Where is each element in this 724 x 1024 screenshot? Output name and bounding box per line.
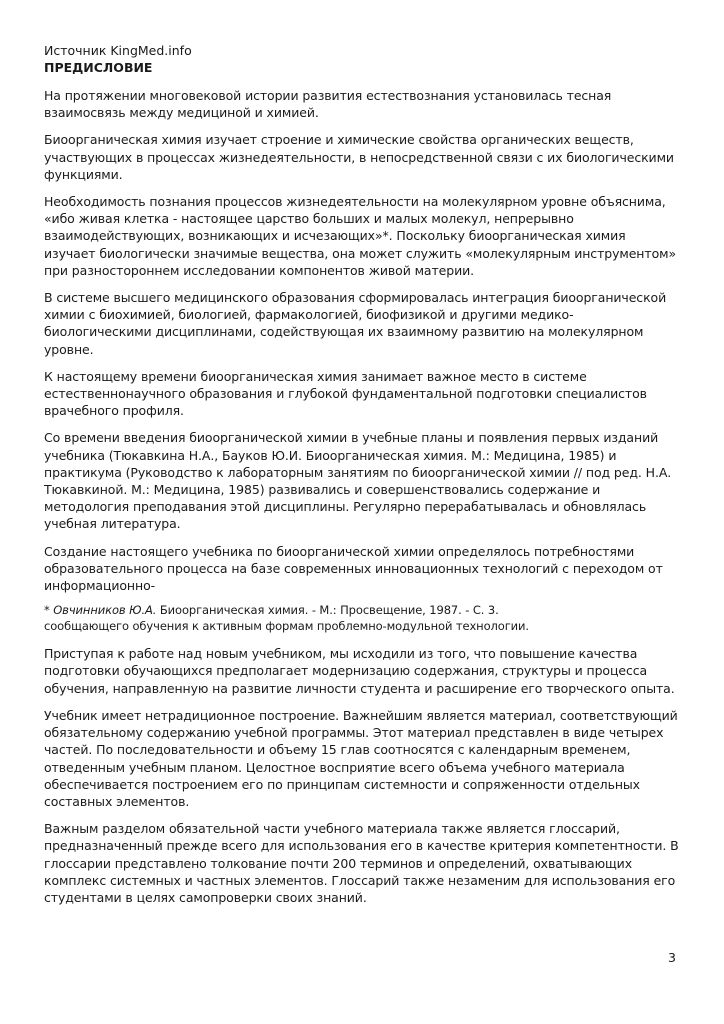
paragraph: На протяжении многовековой истории развития естествознания установилась тесная взаимосвязь между медициной и химией. [44, 88, 612, 121]
paragraph: К настоящему времени биоорганическая химия занимает важное место в системе естественнонаучного образования и глубокой фундаментальной подготовки специалистов врачебного профиля. [44, 368, 647, 419]
page-title: ПРЕДИСЛОВИЕ [44, 60, 153, 75]
paragraph: Создание настоящего учебника по биоорганической химии определялось потребностями образовательного процесса на базе современных инновационных технологий с переходом от информационно- [44, 543, 663, 594]
paragraph: Со времени введения биоорганической химии в учебные планы и появления первых изданий учебника (Тюкавкина Н.А., Бауков Ю.И. Биоорганическая химия. М.: Медицина, 1985) и практикума (Руководство к лабораторным занятиям по биоорганической химии // под ред. Н.А. Тюкавкиной. М.: Медицина, 1985) развивались и совершенствовались содержание и методология преподавания этой дисциплины. Регулярно перерабатывалась и обновлялась учебная литература. [44, 430, 672, 532]
source-line: Источник KingMed.info [44, 43, 192, 58]
paragraph: Необходимость познания процессов жизнедеятельности на молекулярном уровне объяснима, «ибо живая клетка - настоящее царство больших и малых молекул, непрерывно взаимодействующих, возникающих и исчезающих»*. Поскольку биоорганическая химия изучает биологически значимые вещества, она может служить «молекулярным инструментом» при разностороннем исследовании компонентов живой материи. [44, 194, 676, 278]
continuation-line: сообщающего обучения к активным формам проблемно-модульной технологии. [44, 619, 529, 634]
paragraph: Важным разделом обязательной части учебного материала также является глоссарий, предназначенный прежде всего для использования его в качестве критерия компетентности. В глоссарии представлено толкование почти 200 терминов и определений, охватывающих комплекс системных и частных элементов. Глоссарий также незаменим для использования его студентами в целях самопроверки своих знаний. [44, 821, 679, 905]
paragraph: В системе высшего медицинского образования сформировалась интеграция биоорганической химии с биохимией, биологией, фармакологией, биофизикой и другими медико-биологическими дисциплинами, содействующая их взаимному развитию на молекулярном уровне. [44, 290, 667, 357]
footnote-text: Биоорганическая химия. - М.: Просвещение, 1987. - С. 3. [156, 603, 499, 618]
footnote-author: * Овчинников Ю.А. [44, 603, 157, 618]
paragraph: Учебник имеет нетрадиционное построение. Важнейшим является материал, соответствующий обязательному содержанию учебной программы. Этот материал представлен в виде четырех частей. По последовательности и объему 15 глав соотносятся с календарным временем, отведенным учебным планом. Целостное восприятие всего объема учебного материала обеспечивается построением его по принципам системности и сопряженности отдельных составных элементов. [44, 707, 678, 809]
paragraph: Биоорганическая химия изучает строение и химические свойства органических веществ, участвующих в процессах жизнедеятельности, в непосредственной связи с их биологическими функциями. [44, 132, 674, 182]
page-number: 3 [668, 950, 676, 965]
paragraph: Приступая к работе над новым учебником, мы исходили из того, что повышение качества подготовки обучающихся предполагает модернизацию содержания, структуры и процесса обучения, направленную на развитие личности студента и расширение его творческого опыта. [44, 646, 675, 696]
document-page [44, 42, 680, 916]
footnote [44, 602, 680, 618]
